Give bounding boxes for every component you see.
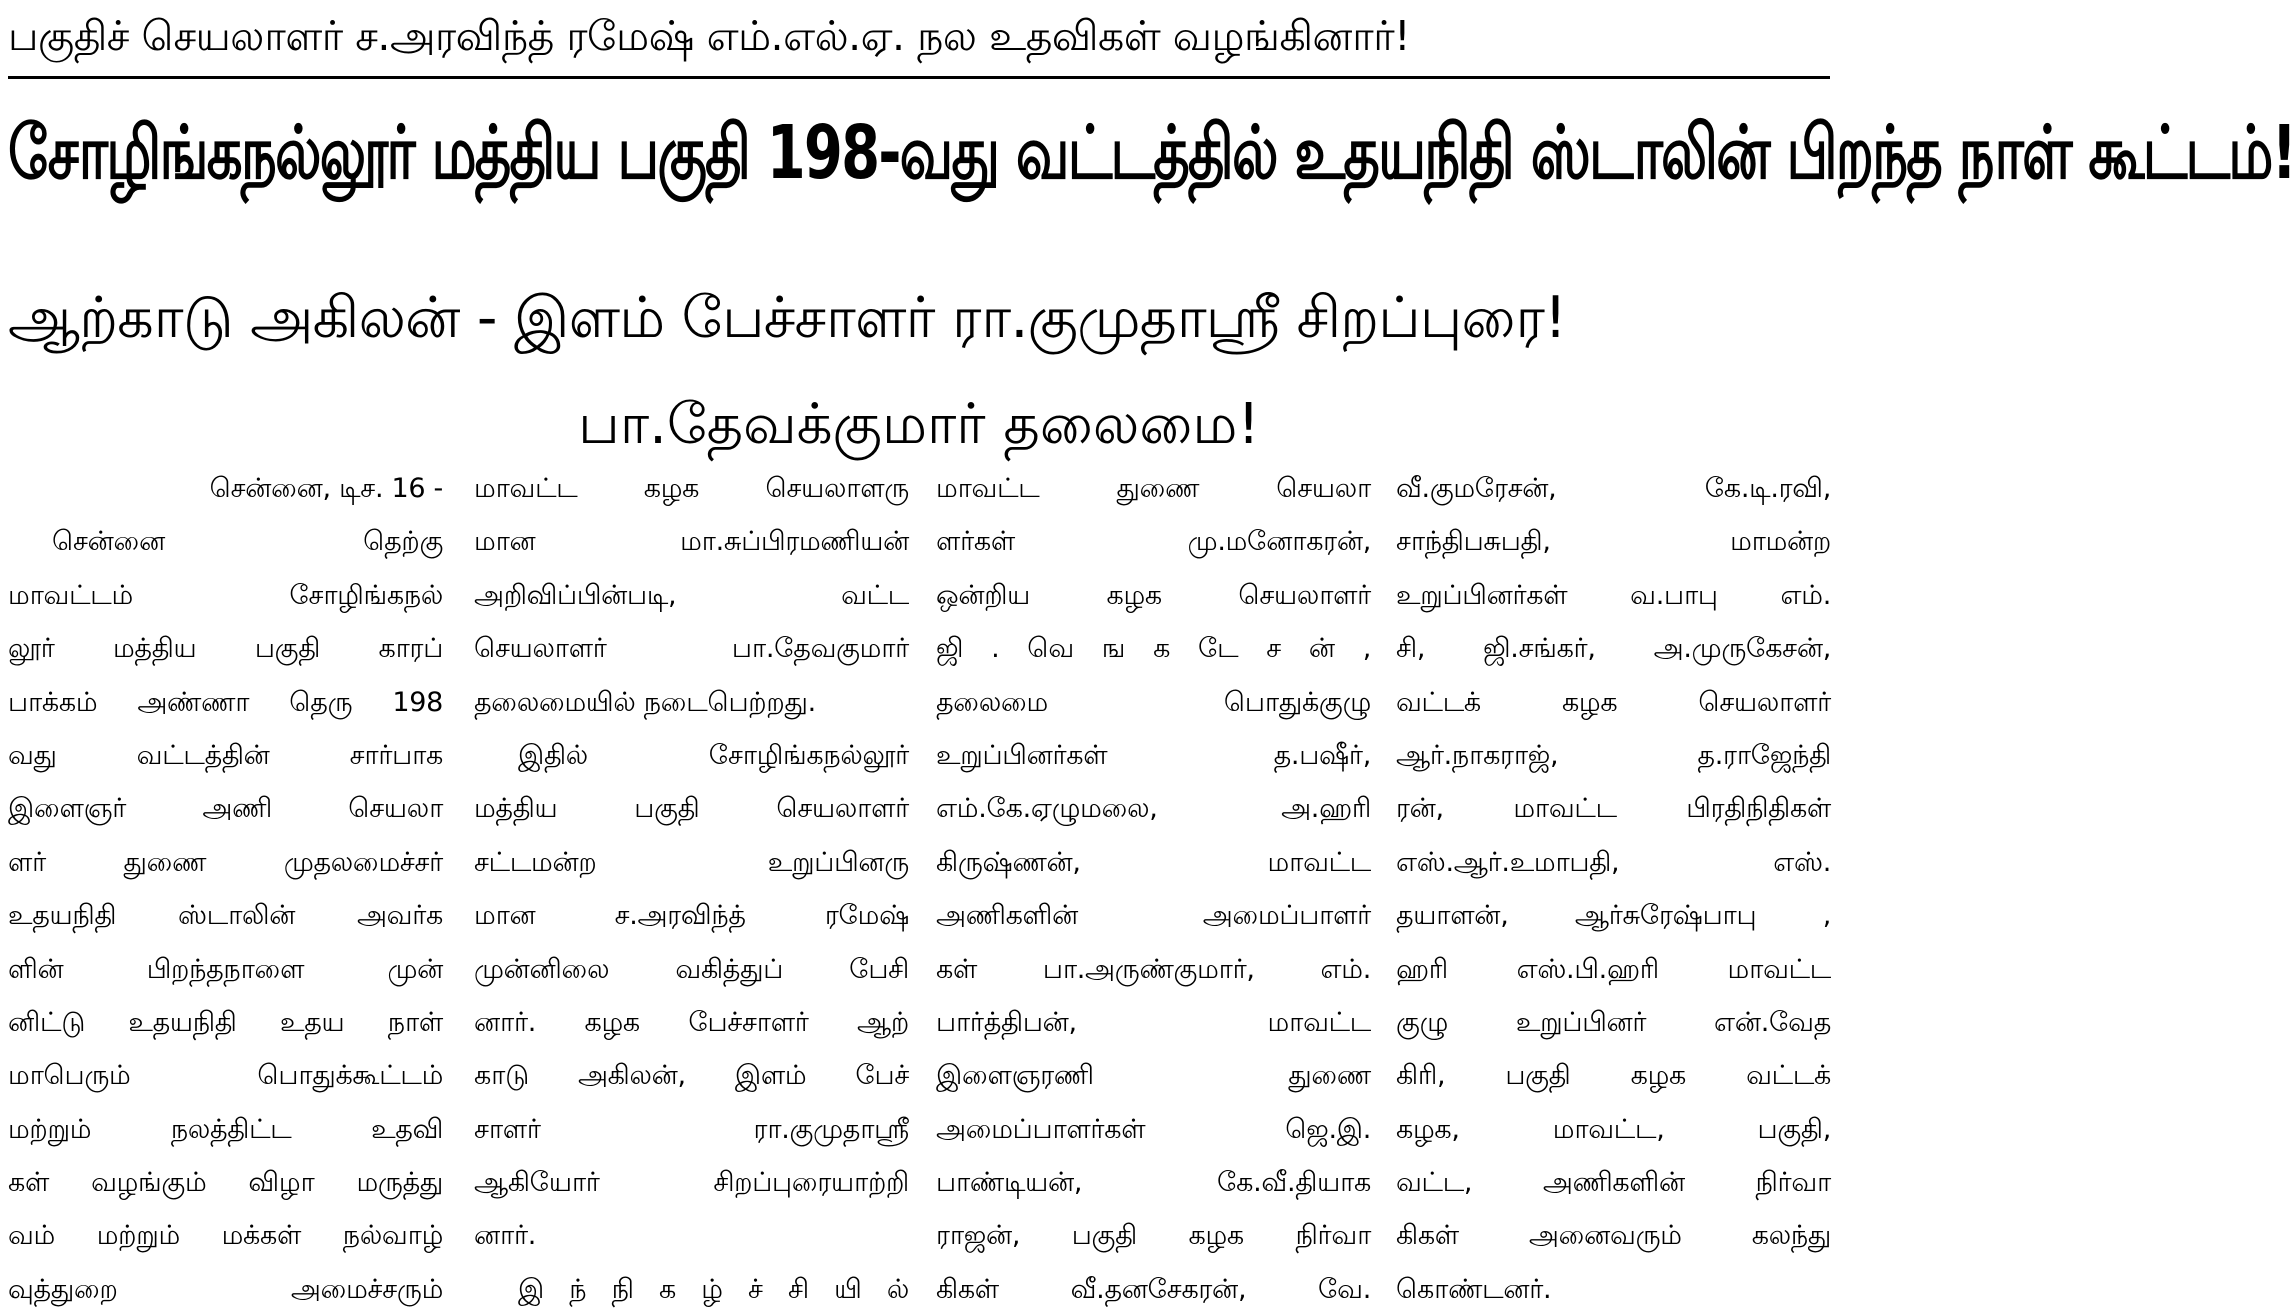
body-line: ஆகியோர் சிறப்புரையாற்றி: [474, 1167, 909, 1199]
body-line: வுத்துறை அமைச்சரும்: [8, 1273, 443, 1305]
body-line: மான மா.சுப்பிரமணியன்: [474, 526, 909, 558]
body-line: கொண்டனர்.: [1396, 1273, 1552, 1305]
body-line: வட்ட, அணிகளின் நிர்வா: [1396, 1167, 1831, 1199]
body-line: னார்.: [474, 1220, 537, 1252]
body-line: வம் மற்றும் மக்கள் நல்வாழ்: [8, 1220, 443, 1252]
body-line: ஆர்.நாகராஜ், த.ராஜேந்தி: [1396, 739, 1831, 771]
body-line: னார். கழக பேச்சாளர் ஆற்: [474, 1006, 909, 1038]
body-line: ராஜன், பகுதி கழக நிர்வா: [936, 1220, 1371, 1252]
body-line: ஹரி எஸ்.பி.ஹரி மாவட்ட: [1396, 953, 1831, 985]
body-line: ஜி . வெ ங க டே ச ன் ,: [936, 633, 1371, 665]
body-line: முன்னிலை வகித்துப் பேசி: [474, 953, 909, 985]
body-line: குழு உறுப்பினர் என்.வேத: [1396, 1006, 1831, 1038]
body-line: கள் பா.அருண்குமார், எம்.: [936, 953, 1371, 985]
body-line: ஒன்றிய கழக செயலாளர்: [936, 579, 1371, 611]
body-line: மற்றும் நலத்திட்ட உதவி: [8, 1113, 443, 1145]
main-headline: சோழிங்கநல்லூர் மத்திய பகுதி 198-வது வட்டத்தில் உதயநிதி ஸ்டாலின் பிறந்த நாள் கூட்டம்!: [8, 110, 2295, 197]
body-line: மாவட்டம் சோழிங்கநல்: [8, 579, 443, 611]
body-line: மாபெரும் பொதுக்கூட்டம்: [8, 1060, 443, 1092]
body-line: ளின் பிறந்தநாளை முன்: [8, 953, 443, 985]
body-line: அணிகளின் அமைப்பாளர்: [936, 900, 1371, 932]
body-line: பார்த்திபன், மாவட்ட: [936, 1006, 1371, 1038]
body-line: உறுப்பினர்கள் வ.பாபு எம்.: [1396, 579, 1831, 611]
body-line: சாளர் ரா.குமுதாஸ்ரீ: [474, 1113, 909, 1145]
body-line: இளைஞரணி துணை: [936, 1060, 1371, 1092]
body-line: தயாளன், ஆர்சுரேஷ்பாபு ,: [1396, 900, 1831, 932]
body-line: செயலாளர் பா.தேவகுமார்: [474, 633, 909, 665]
body-line: கழக, மாவட்ட, பகுதி,: [1396, 1113, 1831, 1145]
body-line: சென்னை தெற்கு: [52, 526, 443, 558]
body-line: இதில் சோழிங்கநல்லூர்: [518, 739, 909, 771]
article-column-2: [474, 462, 909, 1305]
body-line: சாந்திபசுபதி, மாமன்ற: [1396, 526, 1831, 558]
body-line: இ ந் நி க ழ் ச் சி யி ல்: [518, 1273, 909, 1305]
body-line: மாவட்ட துணை செயலா: [936, 473, 1371, 504]
article-column-1: [8, 462, 443, 1305]
body-line: உறுப்பினர்கள் த.பஷீர்,: [936, 739, 1371, 771]
body-line: ளர்கள் மு.மனோகரன்,: [936, 526, 1371, 558]
sub-headline: ஆற்காடு அகிலன் - இளம் பேச்சாளர் ரா.குமுதாஸ்ரீ சிறப்புரை!: [8, 285, 1567, 351]
body-line: எஸ்.ஆர்.உமாபதி, எஸ்.: [1396, 846, 1831, 878]
body-line: கிகள் வீ.தனசேகரன், வே.: [936, 1273, 1371, 1305]
body-line: பாண்டியன், கே.வீ.தியாக: [936, 1167, 1371, 1199]
body-line: மான ச.அரவிந்த் ரமேஷ்: [474, 900, 909, 932]
body-line: வட்டக் கழக செயலாளர்: [1396, 686, 1831, 718]
dateline: சென்னை, டிச. 16 -: [209, 473, 443, 504]
article-column-3: [936, 462, 1371, 1305]
body-line: உதயநிதி ஸ்டாலின் அவர்க: [8, 900, 443, 932]
body-line: சட்டமன்ற உறுப்பினரு: [474, 846, 909, 878]
body-line: அமைப்பாளர்கள் ஜெ.இ.: [936, 1113, 1371, 1145]
body-line: வீ.குமரேசன், கே.டி.ரவி,: [1396, 473, 1831, 504]
body-line: எம்.கே.ஏழுமலை, அ.ஹரி: [936, 793, 1371, 825]
body-line: பாக்கம் அண்ணா தெரு 198: [8, 686, 443, 718]
body-line: ளர் துணை முதலமைச்சர்: [8, 846, 443, 878]
body-line: லூர் மத்திய பகுதி காரப்: [8, 633, 443, 665]
body-line: தலைமை பொதுக்குழு: [936, 686, 1371, 718]
body-line: னிட்டு உதயநிதி உதய நாள்: [8, 1006, 443, 1038]
body-line: தலைமையில் நடைபெற்றது.: [474, 686, 816, 718]
body-line: சி, ஜி.சங்கர், அ.முருகேசன்,: [1396, 633, 1831, 665]
body-line: மத்திய பகுதி செயலாளர்: [474, 793, 909, 825]
body-line: வது வட்டத்தின் சார்பாக: [8, 739, 443, 771]
body-line: கிகள் அனைவரும் கலந்து: [1396, 1220, 1831, 1252]
body-line: கள் வழங்கும் விழா மருத்து: [8, 1167, 443, 1199]
presidency-headline: பா.தேவக்குமார் தலைமை!: [578, 392, 1260, 457]
body-line: ரன், மாவட்ட பிரதிநிதிகள்: [1396, 793, 1831, 825]
article-column-4: [1396, 462, 1831, 1305]
body-line: காடு அகிலன், இளம் பேச்: [474, 1060, 909, 1092]
body-line: இளைஞர் அணி செயலா: [8, 793, 443, 825]
kicker-divider: [8, 76, 1830, 79]
body-line: மாவட்ட கழக செயலாளரு: [474, 473, 909, 504]
kicker-headline: பகுதிச் செயலாளர் ச.அரவிந்த் ரமேஷ் எம்.எல்.ஏ. நல உதவிகள் வழங்கினார்!: [8, 12, 1411, 60]
body-line: அறிவிப்பின்படி, வட்ட: [474, 579, 909, 611]
body-line: கிரி, பகுதி கழக வட்டக்: [1396, 1060, 1831, 1092]
body-line: கிருஷ்ணன், மாவட்ட: [936, 846, 1371, 878]
